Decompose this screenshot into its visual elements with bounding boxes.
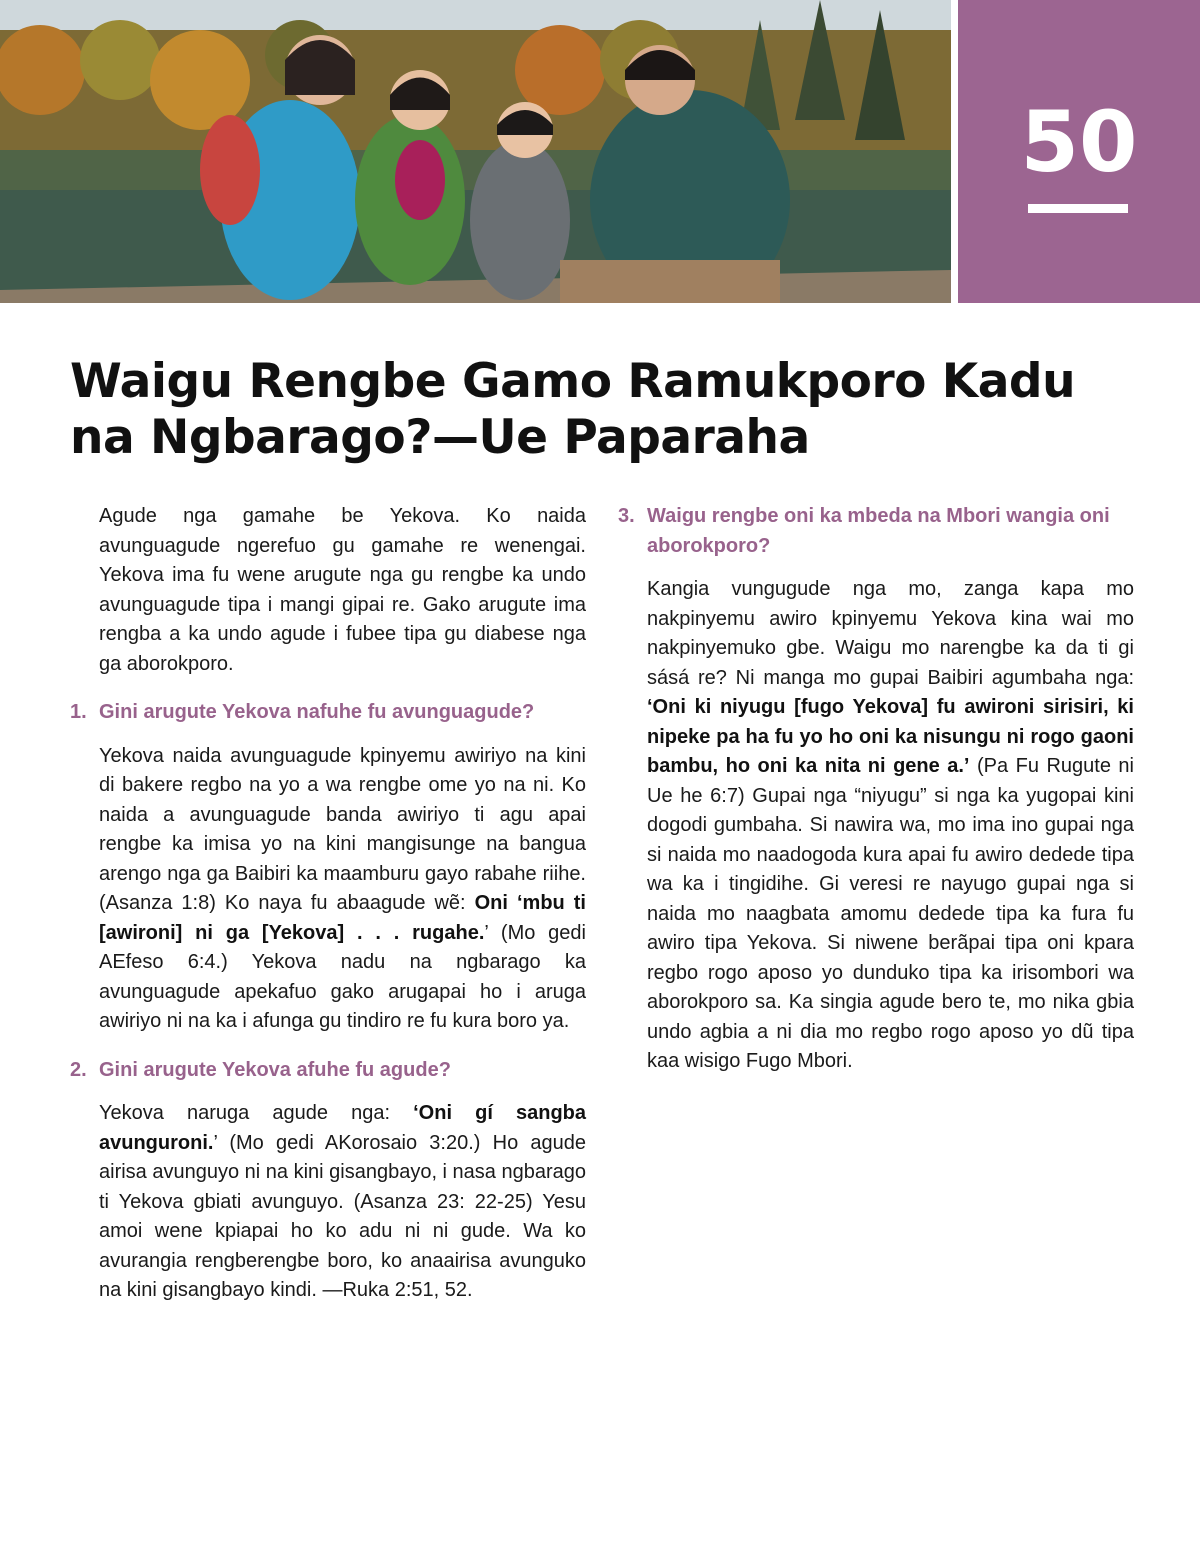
section-2-question-text: Gini arugute Yekova afuhe fu agude? — [99, 1058, 451, 1081]
section-1-question — [70, 698, 586, 728]
section-3-question — [618, 502, 1134, 561]
section-3-text-a: Kangia vungugude nga mo, zanga kapa mo nakpinyemu awiro kpinyemu Yekova kina wai mo nakpinyemuko gbe. Waigu mo narengbe ka da ti gi sásá re? Ni manga mo gupai Baibiri agumbaha nga: — [647, 578, 1134, 689]
section-2-question — [70, 1056, 586, 1086]
hero-photo — [0, 0, 951, 303]
section-1-question-text: Gini arugute Yekova nafuhe fu avunguagude? — [99, 701, 535, 723]
section-2-paragraph — [70, 1099, 586, 1306]
section-2-number: 2. — [70, 1058, 87, 1081]
section-3-paragraph — [618, 575, 1134, 1077]
section-3-scripture-quote: ‘Oni ki niyugu [fugo Yekova] fu awironi sirisiri, ki nipeke pa ha fu yo ho oni ka nisungu ni rogo gaoni bambu, ho oni ka nita ni gene a.’ — [647, 696, 1134, 777]
title-line-1: Waigu Rengbe Gamo Ramukporo Kadu — [70, 354, 1076, 409]
left-column — [70, 502, 586, 1306]
right-column — [618, 502, 1134, 1077]
intro-paragraph: Agude nga gamahe be Yekova. Ko naida avunguagude ngerefuo gu gamahe re wenengai. Yekova ima fu wene arugute nga gu rengbe ka undo avunguagude tipa i mangi gipai re. Gako arugute ima rengba a ka undo agude i fubee tipa gu diabese nga ga aborokporo. — [99, 505, 586, 675]
chapter-number-box — [958, 0, 1200, 303]
page-title — [70, 354, 1130, 466]
section-2-scripture-quote: ‘Oni gí sangba avunguroni. — [99, 1102, 586, 1154]
section-1-text-a: Yekova naida avunguagude kpinyemu awiriyo na kini di bakere regbo na yo a wa rengbe ome yo na ni. Ko naida a avunguagude banda awiriyo ti agu apai rengbe ka imisa yo na kini mangisunge na bangua arengo nga ga Baibiri ka maamburu gayo rabahe riihe. (Asanza 1:8) Ko naya fu abaagude wẽ: — [99, 744, 586, 914]
section-2-text-a: Yekova naruga agude nga: — [99, 1102, 414, 1124]
section-3-number: 3. — [618, 505, 635, 527]
title-line-2: na Ngbarago?—Ue Paparaha — [70, 410, 810, 465]
family-by-lake-illustration — [0, 0, 951, 303]
chapter-underline — [1028, 204, 1128, 213]
section-1-number: 1. — [70, 701, 87, 723]
section-1-paragraph — [70, 742, 586, 1037]
section-2-text-b: ’ (Mo gedi AKorosaio 3:20.) Ho agude airisa avunguyo ni na kini gisangbayo, i nasa ngbarago ti Yekova gbiati avunguyo. (Asanza 23: 22-25) Yesu amoi wene kpiapai ho ko adu ni ni gude. Wa ko avurangia rengberengbe boro, ko anaairisa avunguko na kini gisangbayo kindi. —Ruka 2:51, 52. — [99, 1131, 587, 1301]
chapter-number: 50 — [1020, 93, 1138, 191]
section-1-text-b: ’ (Mo gedi AEfeso 6:4.) Yekova nadu na ngbarago ka avunguagude apekafuo gako arugapai ho i aruga awiriyo ni na ka i afunga gu tindiro re fu kura boro ya. — [99, 921, 586, 1032]
section-3-text-b: (Pa Fu Rugute ni Ue he 6:7) Gupai nga “niyugu” si nga ka yugopai kini dogodi gumbaha. Si nawira wa, mo ima ino gupai nga si naida mo naadogoda kura apai fu awiro dedede tipa wa ka i tingidihe. Gi veresi re nayugo gupai nga si naida mo naagbata amomu dedede tipa ka fura fu awiro tipa Yekova. Si niwene berãpai tipa oni kpara regbo rogo aposo yo dunduko tipa ka irisombori wa aborokporo sa. Ka singia agude bero te, mo nika gbia undo agbia a ni dia mo regbo rogo aposo yo dũ tipa kaa wisigo Fugo Mbori. — [647, 755, 1134, 1072]
section-3-question-text: Waigu rengbe oni ka mbeda na Mbori wangia oni aborokporo? — [647, 505, 1110, 557]
section-1-scripture-quote: Oni ‘mbu ti [awironi] ni ga [Yekova] . . . rugahe. — [99, 892, 586, 944]
